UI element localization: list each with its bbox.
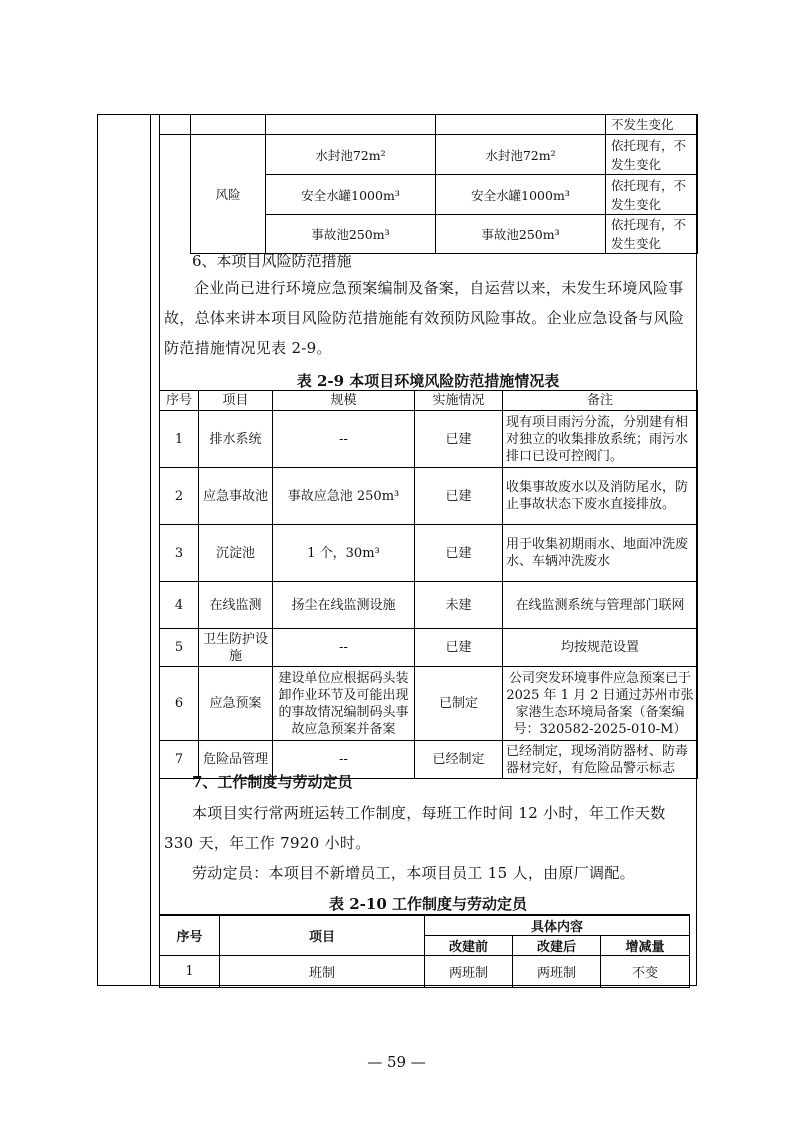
header-remark: 备注 (503, 391, 698, 411)
header-change: 增减量 (601, 936, 690, 956)
table-row: 5 卫生防护设施 -- 已建 均按规范设置 (160, 629, 698, 667)
table29-caption: 表 2-9 本项目环境风险防范措施情况表 (296, 372, 560, 390)
table-row: 2 应急事故池 事故应急池 250m³ 已建 收集事故废水以及消防尾水，防止事故状态下废水直接排放。 (160, 468, 698, 525)
table-row: 7 危险品管理 -- 已经制定 已经制定，现场消防器材、防毒器材完好，有危险品警示标志 (160, 741, 698, 779)
table-row: 4 在线监测 扬尘在线监测设施 未建 在线监测系统与管理部门联网 (160, 582, 698, 629)
table210-caption: 表 2-10 工作制度与劳动定员 (329, 895, 527, 913)
risk-top-change: 不发生变化 (606, 115, 698, 135)
table-row: 1 班制 两班制 两班制 不变 (160, 956, 690, 988)
risk-change: 依托现有，不发生变化 (606, 135, 698, 175)
frame-inner-line (150, 114, 151, 986)
risk-category: 风险 (191, 135, 266, 254)
header-item: 项目 (220, 915, 425, 956)
page-number: — 59 — (367, 1053, 426, 1071)
risk-change: 依托现有，不发生变化 (606, 215, 698, 254)
table-row: 3 沉淀池 1 个，30m³ 已建 用于收集初期雨水、地面冲洗废水、车辆冲洗废水 (160, 525, 698, 582)
risk-before: 安全水罐1000m³ (266, 175, 436, 215)
header-no: 序号 (160, 915, 220, 956)
header-no: 序号 (160, 391, 199, 411)
section7-paragraph-1: 本项目实行常两班运转工作制度，每班工作时间 12 小时，年工作天数 330 天，年工作 7920 小时。 (164, 804, 666, 852)
header-status: 实施情况 (415, 391, 503, 411)
header-item: 项目 (199, 391, 273, 411)
risk-after: 水封池72m² (436, 135, 606, 175)
risk-change: 依托现有，不发生变化 (606, 175, 698, 215)
table-row: 6 应急预案 建设单位应根据码头装卸作业环节及可能出现的事故情况编制码头事故应急预案并备案 已制定 公司突发环境事件应急预案已于 2025 年 1 月 2 日通过苏州市张家港生态环境局备案（备案编号：320582-2025-010-M） (160, 667, 698, 741)
table-2-9 (159, 390, 698, 779)
header-group: 具体内容 (425, 915, 690, 936)
section6-heading: 6、本项目风险防范措施 (192, 252, 352, 270)
table-2-10 (159, 914, 690, 988)
risk-after: 安全水罐1000m³ (436, 175, 606, 215)
header-scale: 规模 (273, 391, 415, 411)
risk-table (159, 114, 698, 254)
header-before: 改建前 (425, 936, 513, 956)
section6-paragraph: 企业尚已进行环境应急预案编制及备案，自运营以来，未发生环境风险事故，总体来讲本项目风险防范措施能有效预防风险事故。企业应急设备与风险防范措施情况见表 2-9。 (164, 279, 685, 357)
header-after: 改建后 (513, 936, 601, 956)
risk-after: 事故池250m³ (436, 215, 606, 254)
risk-before: 事故池250m³ (266, 215, 436, 254)
risk-before: 水封池72m² (266, 135, 436, 175)
section7-paragraph-2: 劳动定员：本项目不新增员工，本项目员工 15 人，由原厂调配。 (192, 864, 635, 882)
table-row: 1 排水系统 -- 已建 现有项目雨污分流，分别建有相对独立的收集排放系统；雨污水排口已设可控阀门。 (160, 411, 698, 468)
section7-heading: 7、工作制度与劳动定员 (192, 773, 353, 791)
